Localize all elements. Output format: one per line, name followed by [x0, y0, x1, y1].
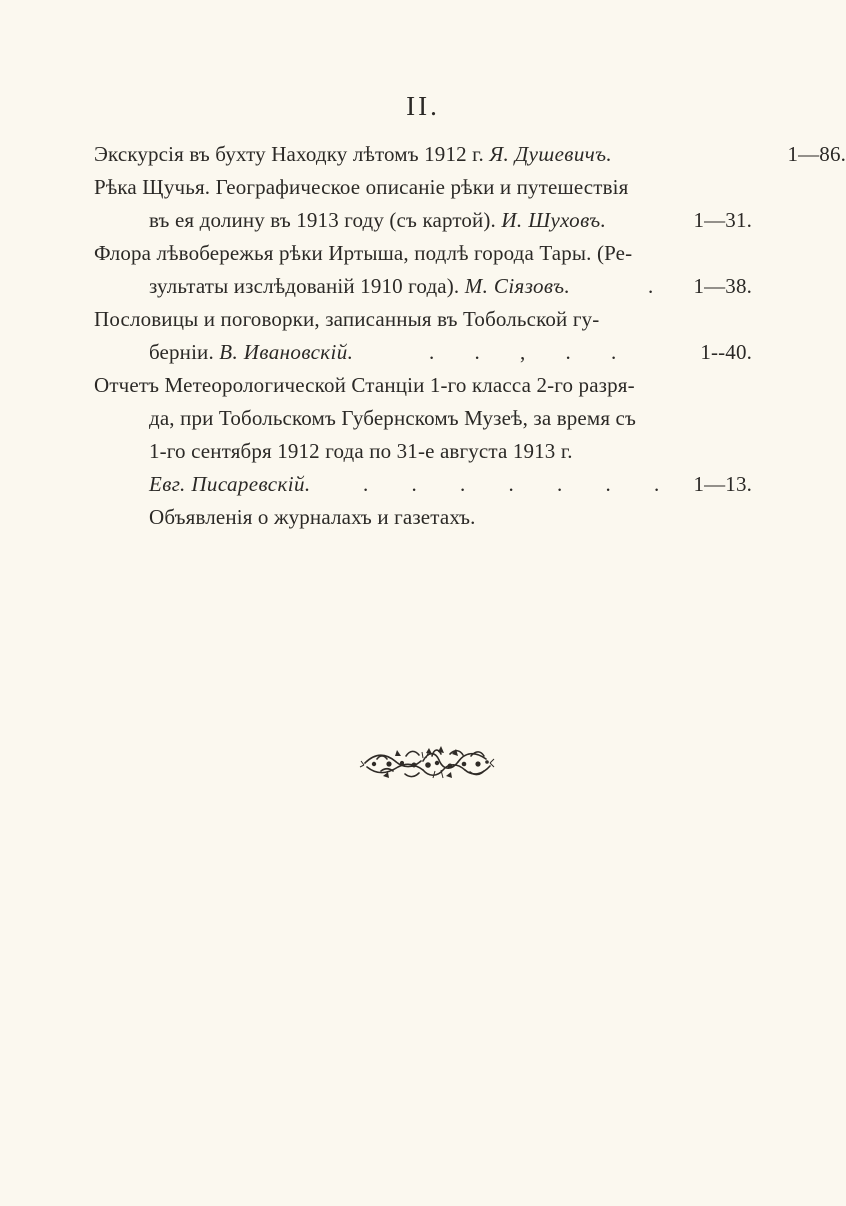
entry-4-title-line-1: Пословицы и поговорки, записанныя въ Тобольской гу-: [94, 307, 600, 331]
contents-entry-3-line-2: [149, 269, 752, 303]
contents-entry-1: [94, 137, 846, 171]
contents-entry-6: [149, 500, 476, 534]
entry-2-title-line-2: въ ея долину въ 1913 году (съ картой).: [149, 208, 502, 232]
entry-4-title-line-2: берніи.: [149, 340, 220, 364]
entry-3-author: М. Сіязовъ.: [464, 274, 571, 298]
entry-2-author: И. Шуховъ.: [501, 208, 607, 232]
entry-1-pages: 1—86.: [787, 142, 846, 166]
entry-4-pages: 1--40.: [700, 340, 752, 364]
entry-3-title-line-2: зультаты изслѣдованій 1910 года).: [149, 274, 465, 298]
entry-1-author: Я. Душевичъ.: [489, 142, 613, 166]
floral-ornament-icon: [359, 743, 495, 781]
entry-5-dot-leader: . . . . . . .: [363, 472, 660, 496]
contents-entry-5-line-2: [149, 401, 636, 435]
entry-5-title-line-1: Отчетъ Метеорологической Станціи 1-го класса 2-го разря-: [94, 373, 635, 397]
contents-entry-4-line-1: [94, 302, 599, 336]
entry-3-pages: 1—38.: [693, 274, 752, 298]
entry-5-author: Евг. Писаревскій.: [149, 472, 311, 496]
entry-2-pages: 1—31.: [693, 208, 752, 232]
contents-entry-2-line-1: [94, 170, 628, 204]
contents-entry-4-line-2: [149, 335, 752, 369]
entry-2-title-line-1: Рѣка Щучья. Географическое описаніе рѣки и путешествія: [94, 175, 629, 199]
contents-entry-5-line-4: [149, 467, 752, 501]
page-number: II.: [406, 91, 440, 121]
entry-1-title: Экскурсія въ бухту Находку лѣтомъ 1912 г.: [94, 142, 490, 166]
contents-entry-2-line-2: [149, 203, 752, 237]
entry-4-dot-leader: . . , . .: [429, 340, 617, 364]
contents-entry-5-line-3: [149, 434, 573, 468]
contents-entry-3-line-1: [94, 236, 632, 270]
entry-5-title-line-2: да, при Тобольскомъ Губернскомъ Музеѣ, за время съ: [149, 406, 637, 430]
entry-6-title: Объявленія о журналахъ и газетахъ.: [149, 505, 476, 529]
contents-entry-5-line-1: [94, 368, 635, 402]
entry-4-author: В. Ивановскій.: [219, 340, 354, 364]
entry-5-pages: 1—13.: [693, 472, 752, 496]
entry-3-title-line-1: Флора лѣвобережья рѣки Иртыша, подлѣ города Тары. (Ре-: [94, 241, 633, 265]
entry-5-title-line-3: 1-го сентября 1912 года по 31-е августа 1913 г.: [149, 439, 573, 463]
entry-3-dot-leader: .: [648, 274, 654, 298]
